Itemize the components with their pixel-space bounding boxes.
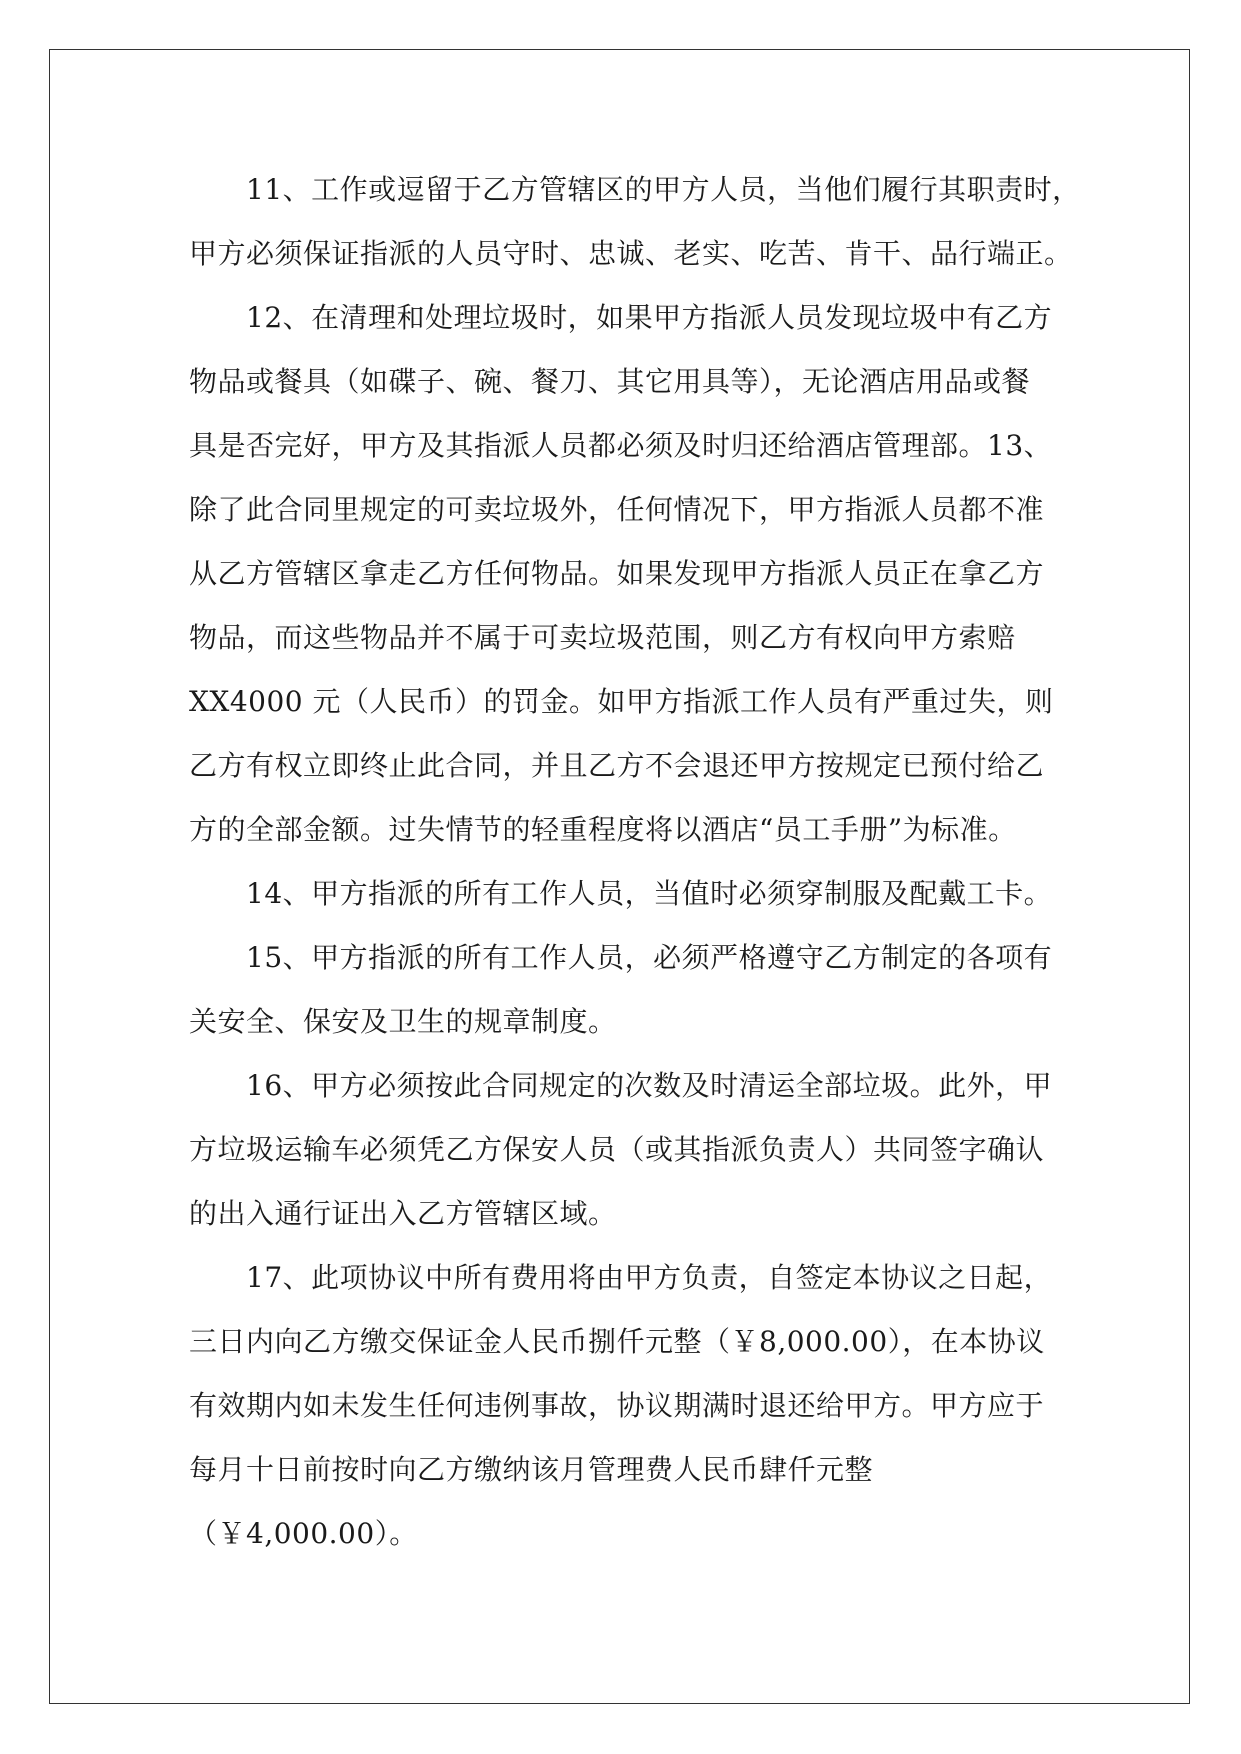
clause-12-line-1: 12、在清理和处理垃圾时，如果甲方指派人员发现垃圾中有乙方 (246, 301, 1053, 334)
clause-13-line-5: 乙方有权立即终止此合同，并且乙方不会退还甲方按规定已预付给乙 (189, 749, 1045, 782)
clause-17-line-4: 每月十日前按时向乙方缴纳该月管理费人民币肆仟元整 (189, 1453, 874, 1486)
clause-12-line-2: 物品或餐具（如碟子、碗、餐刀、其它用具等），无论酒店用品或餐 (189, 365, 1031, 398)
clause-16-line-1: 16、甲方必须按此合同规定的次数及时清运全部垃圾。此外，甲 (246, 1069, 1053, 1102)
clause-14-line-1: 14、甲方指派的所有工作人员，当值时必须穿制服及配戴工卡。 (246, 877, 1053, 910)
clause-17-line-2: 三日内向乙方缴交保证金人民币捌仟元整（￥8,000.00），在本协议 (189, 1325, 1045, 1358)
clause-16-line-3: 的出入通行证出入乙方管辖区域。 (189, 1197, 617, 1230)
clause-17-line-1: 17、此项协议中所有费用将由甲方负责，自签定本协议之日起， (246, 1261, 1053, 1294)
clause-13-line-6: 方的全部金额。过失情节的轻重程度将以酒店“员工手册”为标准。 (189, 813, 1017, 846)
clause-11-line-1: 11、工作或逗留于乙方管辖区的甲方人员，当他们履行其职责时， (246, 173, 1081, 206)
document-body (189, 158, 1081, 1566)
clause-17-line-5: （￥4,000.00）。 (189, 1517, 418, 1550)
clause-13-line-4: XX4000 元（人民币）的罚金。如甲方指派工作人员有严重过失，则 (189, 685, 1054, 718)
clause-11-line-2: 甲方必须保证指派的人员守时、忠诚、老实、吃苦、肯干、品行端正。 (189, 237, 1073, 270)
clause-13-line-1: 除了此合同里规定的可卖垃圾外，任何情况下，甲方指派人员都不准 (189, 493, 1045, 526)
clause-15-line-2: 关安全、保安及卫生的规章制度。 (189, 1005, 617, 1038)
clause-15-line-1: 15、甲方指派的所有工作人员，必须严格遵守乙方制定的各项有 (246, 941, 1053, 974)
clause-12-line-3: 具是否完好，甲方及其指派人员都必须及时归还给酒店管理部。13、 (189, 429, 1053, 462)
clause-16-line-2: 方垃圾运输车必须凭乙方保安人员（或其指派负责人）共同签字确认 (189, 1133, 1045, 1166)
clause-13-line-3: 物品，而这些物品并不属于可卖垃圾范围，则乙方有权向甲方索赔 (189, 621, 1016, 654)
clause-17-line-3: 有效期内如未发生任何违例事故，协议期满时退还给甲方。甲方应于 (189, 1389, 1045, 1422)
clause-13-line-2: 从乙方管辖区拿走乙方任何物品。如果发现甲方指派人员正在拿乙方 (189, 557, 1045, 590)
